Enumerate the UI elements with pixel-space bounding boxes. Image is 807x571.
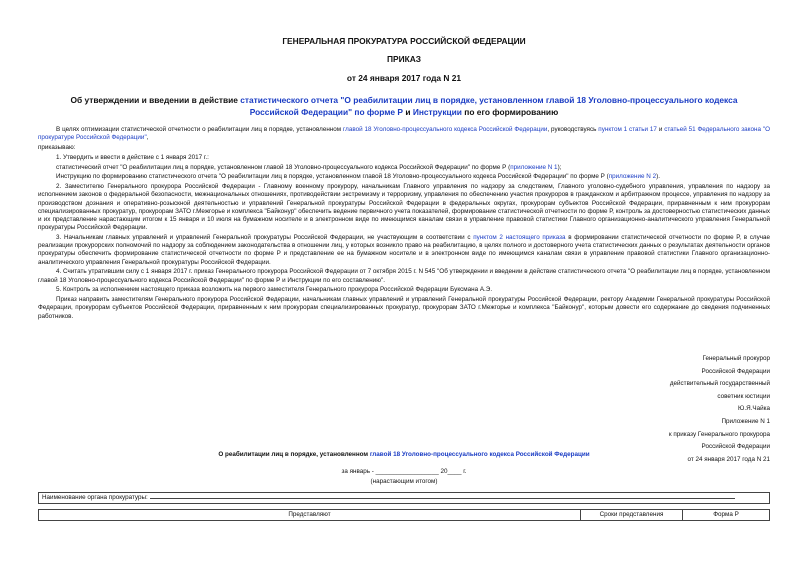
order-word: приказываю:	[38, 144, 76, 151]
item-4: 4. Считать утратившим силу с 1 января 2017 г. приказ Генерального прокурора Российской Федерации от 7 октября 2015 г. N 545 "Об утверждении и введении в действие статистического отчета "О реабилитации лиц в порядке, установленном главой 18 Уголовно-процессуального кодекса Российской Федерации" по форме Р и Инструкции по его составлению".	[38, 268, 770, 284]
appendix-label: Приложение N 1	[721, 417, 770, 425]
col-submitters: Представляют	[39, 510, 581, 521]
col-form: Форма Р	[683, 510, 770, 521]
org-name-table	[38, 492, 770, 504]
org-name-cell[interactable]: Наименование органа прокуратуры:	[39, 493, 770, 504]
signature-block: Генеральный прокурор Российской Федерации действительный государственный советник юстиции Ю.Я.Чайка Приложение N 1 к приказу Генерального прокурора Российской Федерации от 24 января 2017 года N 21	[668, 355, 770, 463]
link-appendix-1[interactable]: приложение N 1	[510, 163, 558, 171]
period-year-field[interactable]: ____	[447, 468, 462, 475]
link-item-2[interactable]: пунктом 2 настоящего приказа	[473, 234, 566, 241]
item-2: 2. Заместителю Генерального прокурора Российской Федерации - Главному военному прокурору, начальникам Главного управления по надзору за следствием, Главного уголовно-судебного управления, управления по надзору за исполнением законов о федеральной безопасности, межнациональных отношениях, противодействии экстремизму и терроризму, управления по обеспечению участия прокуроров в гражданском и арбитражном процессе, управления по надзору за производством дознания и оперативно-розыскной деятельностью и управлений Генеральной прокуратуры Российской Федерации в федеральных округах, прокурорам субъектов Российской Федерации, приравненным к ним прокурорам специализированных прокуратур, прокурорам ЗАТО г.Межгорье и комплекса "Байконур" обеспечить ведение первичного учета показателей, формирование статистической отчетности по форме Р, контроль за достоверностью статистических данных и их представление нарастающим итогом к 15 января и 10 июля на бумажном носителе и в электронном виде по имеющимся каналам связи в управление правовой статистики Главного организационно-аналитического управления Генеральной прокуратуры Российской Федерации.	[38, 183, 770, 232]
item-3: 3. Начальникам главных управлений и управлений Генеральной прокуратуры Российской Федерации, не участвующим в соответствии с пунктом 2 настоящего приказа в формировании статистической отчетности по форме Р, в случае реализации прокурорских полномочий по надзору за соблюдением законодательства в отношении лиц, у которых возникло право на реабилитацию, в целях полного и достоверного учета статистических данных о результатах деятельности органов прокуратуры обеспечить формирование статистической отчетности по форме Р и представление ее на бумажном носителе и в электронном виде по имеющимся каналам связи в управление правовой статистики Главного организационно-аналитического управления Генеральной прокуратуры Российской Федерации.	[38, 234, 771, 266]
link-article-51[interactable]: статьей 51 Федерального закона "О прокуратуре Российской Федерации"	[38, 126, 770, 142]
submission-table	[38, 509, 770, 521]
form-link-chapter-18[interactable]: главой 18 Уголовно-процессуального кодекса Российской Федерации	[369, 451, 590, 458]
item-1b: Инструкцию по формированию статистического отчета "О реабилитации лиц в порядке, установленном главой 18 Уголовно-процессуального кодекса Российской Федерации" по форме Р (приложение N 2).	[56, 173, 660, 181]
order-date: от 24 января 2017 года N 21	[346, 73, 462, 83]
title-link-report[interactable]: статистического отчета "О реабилитации лиц в порядке, установленном главой 18 Уголовно-процессуального кодекса Российской Федерации" по форме Р	[240, 95, 738, 117]
title-link-instruction[interactable]: Инструкции	[412, 106, 462, 117]
org-heading: ГЕНЕРАЛЬНАЯ ПРОКУРАТУРА РОССИЙСКОЙ ФЕДЕРАЦИИ	[282, 36, 526, 46]
item-1: 1. Утвердить и ввести в действие с 1 января 2017 г.:	[56, 153, 209, 161]
preamble: В целях оптимизации статистической отчетности о реабилитации лиц в порядке, установленном главой 18 Уголовно-процессуального кодекса Российской Федерации, руководствуясь пунктом 1 статьи 17 и статьей 51 Федерального закона "О прокуратуре Российской Федерации",	[38, 126, 770, 142]
form-title: О реабилитации лиц в порядке, установленном главой 18 Уголовно-процессуального кодекса Российской Федерации	[218, 451, 590, 458]
order-body	[38, 126, 770, 322]
signer-name: Ю.Я.Чайка	[737, 405, 770, 413]
report-period: за январь - __________________ 20____ г.	[341, 468, 467, 475]
link-article-17[interactable]: пунктом 1 статьи 17	[598, 126, 657, 133]
col-deadlines: Сроки представления	[581, 510, 683, 521]
period-note: (нарастающим итогом)	[370, 478, 438, 485]
item-distribution: Приказ направить заместителям Генерального прокурора Российской Федерации, начальникам главных управлений и управлений Генеральной прокуратуры Российской Федерации, ректору Академии Генеральной прокуратуры Российской Федерации, прокурорам субъектов Российской Федерации, приравненным к ним прокурорам специализированных прокуратур, прокурорам ЗАТО г.Межгорье и комплекса "Байконур", которым довести его содержание до сведения подчиненных работников.	[38, 296, 770, 320]
order-title: Об утверждении и введении в действие статистического отчета "О реабилитации лиц в порядке, установленном главой 18 Уголовно-процессуального кодекса Российской Федерации" по форме Р и Инструкции по его формированию	[70, 95, 738, 117]
link-chapter-18[interactable]: главой 18 Уголовно-процессуального кодекса Российской Федерации	[342, 126, 548, 133]
item-5: 5. Контроль за исполнением настоящего приказа возложить на первого заместителя Генерального прокурора Российской Федерации Буксмана А.Э.	[56, 286, 493, 294]
org-name-field[interactable]	[150, 498, 735, 499]
item-1a: статистический отчет "О реабилитации лиц в порядке, установленном главой 18 Уголовно-процессуального кодекса Российской Федерации" по форме Р (приложение N 1);	[56, 163, 562, 171]
doctype-heading: ПРИКАЗ	[386, 54, 422, 64]
period-month-field[interactable]: __________________	[375, 468, 439, 475]
link-appendix-2[interactable]: приложение N 2	[608, 173, 657, 181]
